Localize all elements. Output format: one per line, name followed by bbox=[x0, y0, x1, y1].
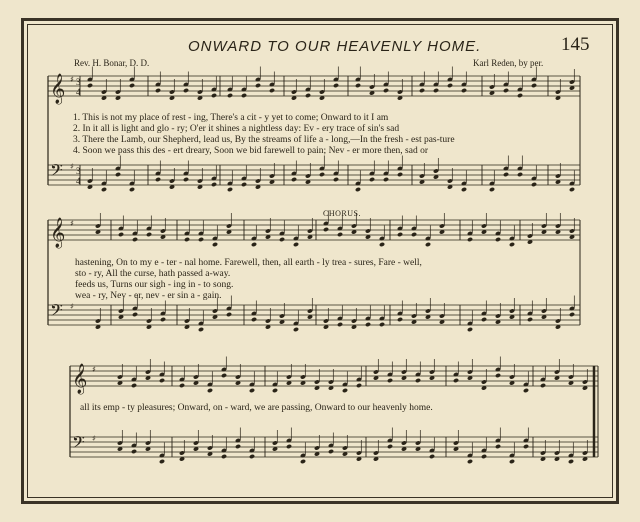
note-head bbox=[495, 237, 501, 242]
note-head bbox=[447, 83, 453, 88]
note-head bbox=[509, 242, 515, 247]
treble-clef-icon: 𝄞 bbox=[50, 218, 66, 248]
note-head bbox=[419, 88, 425, 93]
note-head bbox=[241, 182, 247, 187]
note-head bbox=[319, 172, 325, 177]
note-head bbox=[227, 93, 233, 98]
note-head bbox=[251, 317, 257, 322]
hymn-title: ONWARD TO OUR HEAVENLY HOME. bbox=[188, 38, 482, 55]
note-head bbox=[495, 444, 501, 449]
note-head bbox=[569, 187, 575, 192]
note-head bbox=[356, 383, 362, 388]
note-head bbox=[212, 242, 218, 247]
note-head bbox=[131, 383, 137, 388]
note-head bbox=[146, 232, 152, 237]
note-head bbox=[221, 373, 227, 378]
note-head bbox=[129, 187, 135, 192]
note-head bbox=[568, 459, 574, 464]
note-head bbox=[160, 317, 166, 322]
note-head bbox=[291, 177, 297, 182]
chorus-label: CHORUS. bbox=[323, 209, 361, 218]
note-head bbox=[433, 88, 439, 93]
note-head bbox=[179, 383, 185, 388]
note-head bbox=[523, 388, 529, 393]
sharp-icon: ♯ bbox=[70, 75, 74, 84]
note-head bbox=[387, 444, 393, 449]
time-signature-top: 3 bbox=[76, 166, 81, 176]
note-head bbox=[383, 88, 389, 93]
verse-line-8: wea - ry, Nev - er, nev - er sin a - gain. bbox=[75, 291, 222, 301]
sharp-icon: ♯ bbox=[92, 365, 96, 374]
note-head bbox=[523, 444, 529, 449]
note-head bbox=[101, 187, 107, 192]
verse-line-4: 4. Soon we pass this des - ert dreary, Soon we bid farewell to pain; Nev - er more then, sad or bbox=[73, 146, 429, 156]
treble-clef-icon: 𝄞 bbox=[72, 364, 88, 394]
note-head bbox=[379, 322, 385, 327]
note-head bbox=[355, 187, 361, 192]
note-head bbox=[495, 373, 501, 378]
note-head bbox=[342, 388, 348, 393]
note-head bbox=[255, 83, 261, 88]
note-head bbox=[87, 83, 93, 88]
bass-clef-icon: 𝄢 bbox=[50, 160, 63, 184]
note-head bbox=[300, 459, 306, 464]
note-head bbox=[129, 83, 135, 88]
note-head bbox=[293, 327, 299, 332]
sharp-icon: ♯ bbox=[70, 162, 74, 171]
note-head bbox=[235, 444, 241, 449]
note-head bbox=[279, 237, 285, 242]
bass-clef-icon: 𝄢 bbox=[72, 432, 85, 456]
note-head bbox=[397, 232, 403, 237]
note-head bbox=[249, 454, 255, 459]
note-head bbox=[198, 327, 204, 332]
note-head bbox=[365, 322, 371, 327]
note-head bbox=[305, 93, 311, 98]
note-head bbox=[293, 242, 299, 247]
note-head bbox=[517, 172, 523, 177]
treble-clef-icon: 𝄞 bbox=[50, 74, 66, 104]
note-head bbox=[333, 83, 339, 88]
note-head bbox=[467, 237, 473, 242]
verse-line-5: hastening, On to my e - ter - nal home. Farewell, then, all earth - ly trea - sures, Fare - well, bbox=[75, 258, 422, 268]
verse-line-2: 2. In it all is light and glo - ry; O'er it shines a nightless day: Ev - ery trace of sin's sad bbox=[73, 124, 400, 134]
note-head bbox=[207, 388, 213, 393]
note-head bbox=[461, 88, 467, 93]
note-head bbox=[183, 177, 189, 182]
note-head bbox=[227, 187, 233, 192]
note-head bbox=[531, 83, 537, 88]
note-head bbox=[333, 177, 339, 182]
note-head bbox=[387, 378, 393, 383]
page-number: 145 bbox=[561, 34, 590, 55]
note-head bbox=[132, 312, 138, 317]
note-head bbox=[383, 177, 389, 182]
note-head bbox=[517, 93, 523, 98]
note-head bbox=[481, 317, 487, 322]
note-head bbox=[198, 237, 204, 242]
note-head bbox=[337, 322, 343, 327]
note-head bbox=[379, 242, 385, 247]
note-head bbox=[429, 454, 435, 459]
note-head bbox=[355, 83, 361, 88]
note-head bbox=[286, 444, 292, 449]
note-head bbox=[503, 172, 509, 177]
note-head bbox=[527, 317, 533, 322]
note-head bbox=[251, 242, 257, 247]
note-head bbox=[467, 459, 473, 464]
note-head bbox=[397, 172, 403, 177]
note-head bbox=[226, 312, 232, 317]
note-head bbox=[461, 187, 467, 192]
note-head bbox=[269, 88, 275, 93]
composer-credit: Karl Reden, by per. bbox=[473, 58, 544, 68]
note-head bbox=[184, 237, 190, 242]
note-head bbox=[425, 242, 431, 247]
note-head bbox=[509, 459, 515, 464]
note-head bbox=[211, 93, 217, 98]
note-head bbox=[323, 227, 329, 232]
sharp-icon: ♯ bbox=[92, 434, 96, 443]
time-signature-bottom: 4 bbox=[76, 87, 81, 97]
note-head bbox=[503, 88, 509, 93]
note-head bbox=[241, 93, 247, 98]
note-head bbox=[159, 378, 165, 383]
time-signature-top: 3 bbox=[76, 77, 81, 87]
note-head bbox=[369, 177, 375, 182]
note-head bbox=[328, 449, 334, 454]
note-head bbox=[569, 312, 575, 317]
note-head bbox=[118, 232, 124, 237]
note-head bbox=[211, 182, 217, 187]
time-signature-bottom: 4 bbox=[76, 176, 81, 186]
note-head bbox=[155, 88, 161, 93]
bass-clef-icon: 𝄢 bbox=[50, 300, 63, 324]
verse-line-7: feeds us, Turns our sigh - ing in - to song. bbox=[75, 280, 234, 290]
author-credit: Rev. H. Bonar, D. D. bbox=[74, 58, 150, 68]
note-head bbox=[415, 378, 421, 383]
note-head bbox=[159, 459, 165, 464]
verse-line-6: sto - ry, All the curse, hath passed a-way. bbox=[75, 269, 231, 279]
note-head bbox=[132, 237, 138, 242]
note-head bbox=[467, 327, 473, 332]
note-head bbox=[397, 317, 403, 322]
note-head bbox=[155, 177, 161, 182]
verse-line-9: all its emp - ty pleasures; Onward, on - ward, we are passing, Onward to our heavenly home. bbox=[80, 403, 433, 413]
sharp-icon: ♯ bbox=[70, 219, 74, 228]
note-head bbox=[131, 449, 137, 454]
note-head bbox=[337, 232, 343, 237]
note-head bbox=[489, 187, 495, 192]
note-head bbox=[481, 454, 487, 459]
verse-line-3: 3. There the Lamb, our Shepherd, lead us, By the streams of life a - long,—In the fresh - est pas-ture bbox=[73, 135, 455, 145]
note-head bbox=[272, 388, 278, 393]
note-head bbox=[115, 172, 121, 177]
note-head bbox=[411, 232, 417, 237]
sharp-icon: ♯ bbox=[70, 302, 74, 311]
note-head bbox=[183, 88, 189, 93]
verse-line-1: 1. This is not my place of rest - ing, There's a cit - y yet to come; Onward to it I am bbox=[73, 113, 389, 123]
note-head bbox=[221, 454, 227, 459]
note-head bbox=[249, 388, 255, 393]
note-head bbox=[540, 383, 546, 388]
note-head bbox=[531, 182, 537, 187]
note-head bbox=[453, 378, 459, 383]
